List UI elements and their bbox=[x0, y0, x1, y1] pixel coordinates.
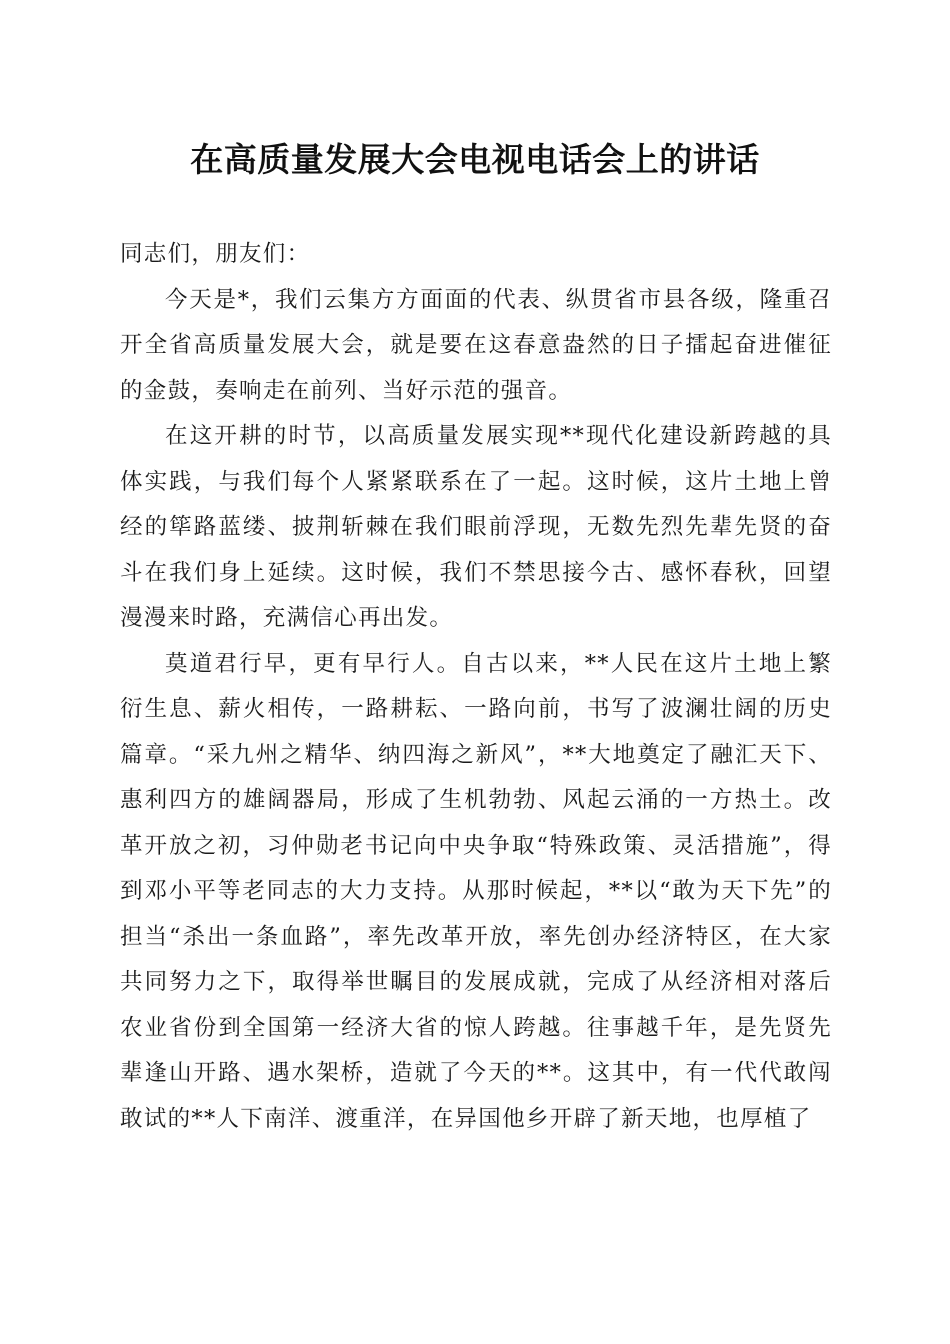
paragraph-1: 今天是*，我们云集方方面面的代表、纵贯省市县各级，隆重召开全省高质量发展大会，就是要在这春意盎然的日子擂起奋进催征的金鼓，奏响走在前列、当好示范的强音。 bbox=[120, 286, 832, 404]
document-body bbox=[120, 232, 832, 1142]
paragraph-3: 莫道君行早，更有早行人。自古以来，**人民在这片土地上繁衍生息、薪火相传，一路耕耘、一路向前，书写了波澜壮阔的历史篇章。“采九州之精华、纳四海之新风”，**大地奠定了融汇天下、惠利四方的雄阔器局，形成了生机勃勃、风起云涌的一方热土。改革开放之初，习仲勋老书记向中央争取“特殊政策、灵活措施”，得到邓小平等老同志的大力支持。从那时候起，**以“敢为天下先”的担当“杀出一条血路”，率先改革开放，率先创办经济特区，在大家共同努力之下，取得举世瞩目的发展成就，完成了从经济相对落后农业省份到全国第一经济大省的惊人跨越。往事越千年，是先贤先辈逢山开路、遇水架桥，造就了今天的**。这其中，有一代代敢闯敢试的**人下南洋、渡重洋，在异国他乡开辟了新天地，也厚植了 bbox=[120, 650, 832, 1132]
document-title: 在高质量发展大会电视电话会上的讲话 bbox=[190, 140, 760, 179]
paragraph-2: 在这开耕的时节，以高质量发展实现**现代化建设新跨越的具体实践，与我们每个人紧紧联系在了一起。这时候，这片土地上曾经的筚路蓝缕、披荆斩棘在我们眼前浮现，无数先烈先辈先贤的奋斗在我们身上延续。这时候，我们不禁思接今古、感怀春秋，回望漫漫来时路，充满信心再出发。 bbox=[120, 423, 832, 631]
salutation: 同志们，朋友们： bbox=[120, 241, 311, 267]
